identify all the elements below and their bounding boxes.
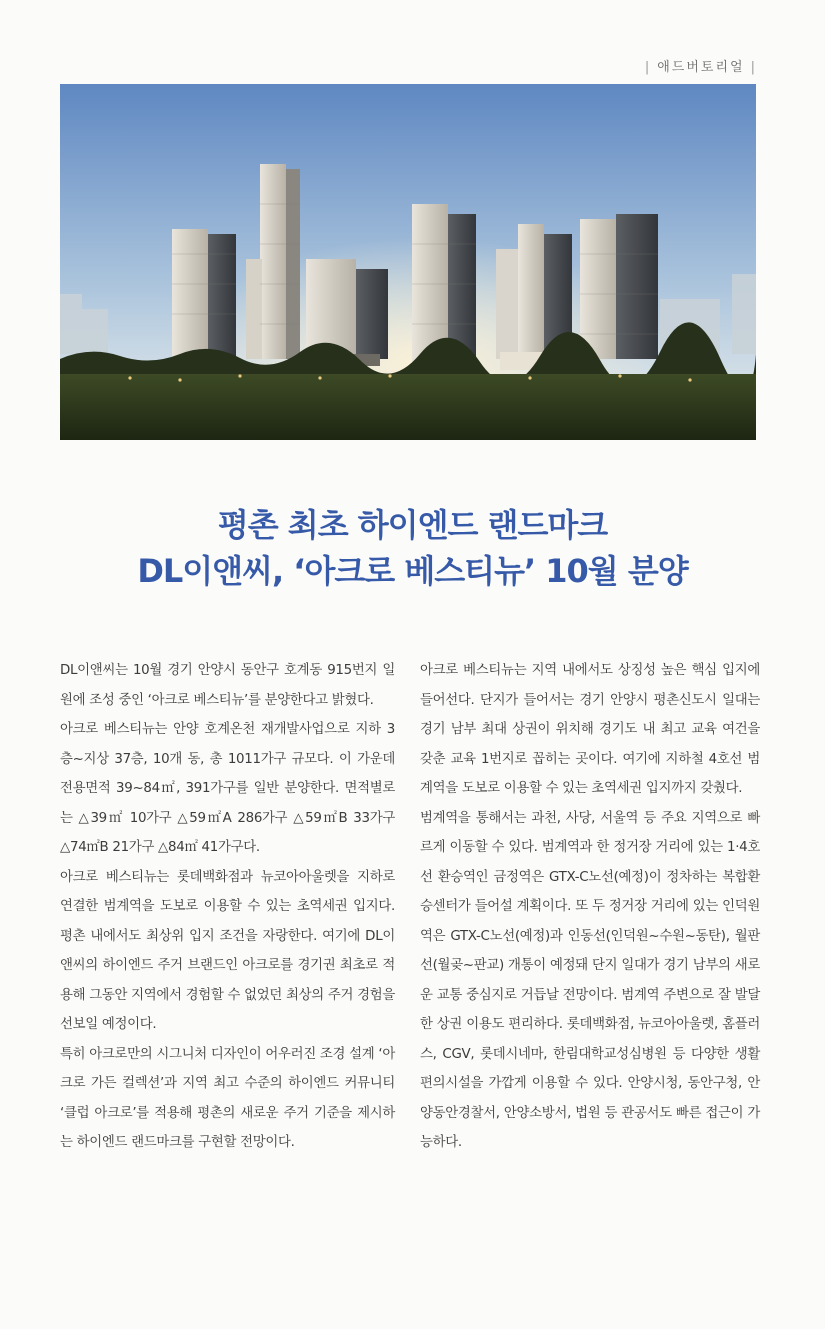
paragraph-left-2: 아크로 베스티뉴는 안양 호계온천 재개발사업으로 지하 3층~지상 37층, 10개 동, 총 1011가구 규모다. 이 가운데 전용면적 39~84㎡, 391가구를 일반 분양한다. 면적별로는 △39㎡ 10가구 △59㎡A 286가구 △59㎡B 33가구 △74㎡B 21가구 △84㎡ 41가구다. [60, 722, 395, 855]
section-label: 애드버토리얼 [657, 60, 745, 75]
section-tag [639, 56, 763, 75]
tag-divider-left: | [644, 60, 652, 75]
headline-line-1: 평촌 최초 하이엔드 랜드마크 [217, 506, 608, 544]
paragraph-right-1: 아크로 베스티뉴는 지역 내에서도 상징성 높은 핵심 입지에 들어선다. 단지가 들어서는 경기 안양시 평촌신도시 일대는 경기 남부 최대 상권이 위치해 경기도 내 최고 교육 여건을 갖춘 교육 1번지로 꼽히는 곳이다. 여기에 지하철 4호선 범계역을 도보로 이용할 수 있는 초역세권 입지까지 갖췄다. [420, 663, 760, 796]
headline-line-2: DL이앤씨, ‘아크로 베스티뉴’ 10월 분양 [137, 552, 688, 590]
paragraph-left-3: 아크로 베스티뉴는 롯데백화점과 뉴코아아울렛을 지하로 연결한 범계역을 도보로 이용할 수 있는 초역세권 입지다. 평촌 내에서도 최상위 입지 조건을 자랑한다. 여기에 DL이앤씨의 하이엔드 주거 브랜드인 아크로를 경기권 최초로 적용해 그동안 지역에서 경험할 수 없었던 최상의 주거 경험을 선보일 예정이다. [60, 869, 395, 1032]
tag-divider-right: | [750, 60, 757, 75]
paragraph-left-4: 특히 아크로만의 시그니처 디자인이 어우러진 조경 설계 ‘아크로 가든 컬렉션’과 지역 최고 수준의 하이엔드 커뮤니티 ‘클럽 아크로’를 적용해 평촌의 새로운 주거 기준을 제시하는 하이엔드 랜드마크를 구현할 전망이다. [60, 1046, 395, 1150]
hero-image [60, 84, 756, 440]
paragraph-left-1: DL이앤씨는 10월 경기 안양시 동안구 호계동 915번지 일원에 조성 중인 ‘아크로 베스티뉴’를 분양한다고 밝혔다. [60, 663, 395, 708]
body-column-right [420, 656, 760, 1158]
headline [0, 502, 825, 594]
body-column-left [60, 656, 395, 1158]
rendering-illustration [60, 84, 756, 440]
paragraph-right-2: 범계역을 통해서는 과천, 사당, 서울역 등 주요 지역으로 빠르게 이동할 수 있다. 범계역과 한 정거장 거리에 있는 1·4호선 환승역인 금정역은 GTX-C노선(예정)이 정차하는 복합환승센터가 들어설 계획이다. 또 두 정거장 거리에 있는 인덕원역은 GTX-C노선(예정)과 인동선(인덕원~수원~동탄), 월판선(월곶~판교) 개통이 예정돼 단지 일대가 경기 남부의 새로운 교통 중심지로 거듭날 전망이다. 범계역 주변으로 잘 발달한 상권 이용도 편리하다. 롯데백화점, 뉴코아아울렛, 홈플러스, CGV, 롯데시네마, 한림대학교성심병원 등 다양한 생활편의시설을 가깝게 이용할 수 있다. 안양시청, 동안구청, 안양동안경찰서, 안양소방서, 법원 등 관공서도 빠른 접근이 가능하다. [420, 810, 760, 1150]
